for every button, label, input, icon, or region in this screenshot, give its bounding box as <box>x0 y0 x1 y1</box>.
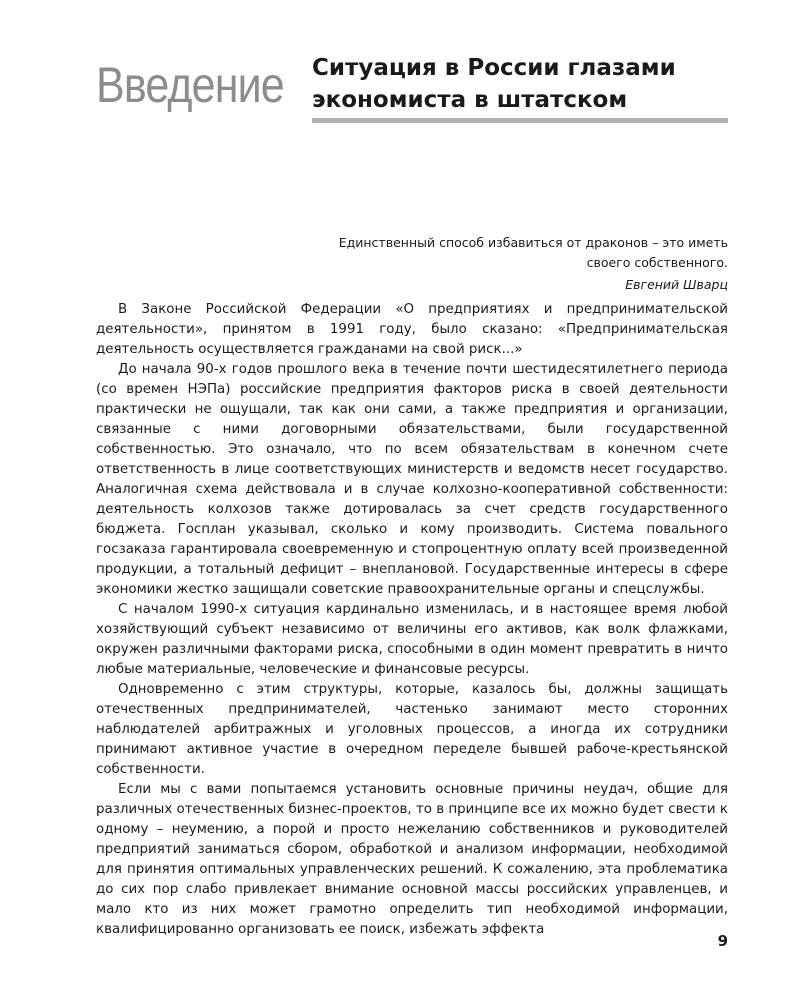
paragraph-3: С началом 1990-х ситуация кардинально изменилась, и в настоящее время любой хозяйствующий субъект независимо от величины его активов, как волк флажками, окружен различными факторами риска, способными в один момент превратить в ничто любые материальные, человеческие и финансовые ресурсы. <box>96 602 728 677</box>
epigraph-author: Евгений Шварц <box>625 277 728 292</box>
paragraph-1: В Законе Российской Федерации «О предприятиях и предпринимательской деятельности», принятом в 1991 году, было сказано: «Предпринимательская деятельность осуществляется гражданами на свой риск...» <box>96 302 728 357</box>
paragraph-4: Одновременно с этим структуры, которые, казалось бы, должны защищать отечественных предпринимателей, частенько занимают место сторонних наблюдателей арбитражных и уголовных процессов, а иногда их сотрудники принимают активное участие в очередном переделе бывшей рабоче-крестьянской собственности. <box>96 682 728 777</box>
paragraph-5: Если мы с вами попытаемся установить основные причины неудач, общие для различных отечественных бизнес-проектов, то в принципе все их можно будет свести к одному – неумению, а порой и просто нежеланию собственников и руководителей предприятий заниматься сбором, обработкой и анализом информации, необходимой для принятия оптимальных управленческих решений. К сожалению, эта проблематика до сих пор слабо привлекает внимание основной массы российских управленцев, и мало кто из них может грамотно определить тип необходимой информации, квалифицированно организовать ее поиск, избежать эффекта <box>96 782 728 937</box>
title-underline-rule <box>312 118 728 123</box>
paragraph-2: До начала 90-х годов прошлого века в течение почти шестидесятилетнего периода (со времен НЭПа) российские предприятия факторов риска в своей деятельности практически не ощущали, так как они сами, а также предприятия и организации, связанные с ними договорными обязательствами, были государственной собственностью. Это означало, что по всем обязательствам в конечном счете ответственность в лице соответствующих министерств и ведомств несет государство. Аналогичная схема действовала и в случае колхозно-кооперативной собственности: деятельность колхозов также дотировалась за счет средств государственного бюджета. Госплан указывал, сколько и кому производить. Система повального госзаказа гарантировала своевременную и стопроцентную оплату всей произведенной продукции, а тотальный дефицит – внеплановой. Государственные интересы в сфере экономики жестко защищали советские правоохранительные органы и спецслужбы. <box>96 362 728 597</box>
epigraph <box>308 233 728 295</box>
epigraph-quote: Единственный способ избавиться от драконов – это иметь своего собственного. <box>338 235 728 270</box>
chapter-label: Введение <box>96 57 284 113</box>
chapter-title: Ситуация в России глазами экономиста в штатском <box>312 55 676 113</box>
body-text <box>96 300 728 940</box>
page-number: 9 <box>717 932 728 950</box>
